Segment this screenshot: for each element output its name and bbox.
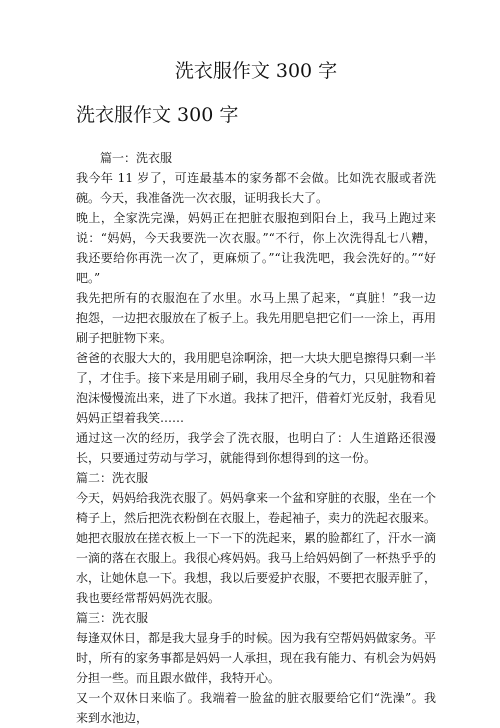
section-1-paragraph-5: 通过这一次的经历，我学会了洗衣服，也明白了：人生道路还很漫长，只要通过劳动与学习，就能得到你想得到的这一份。 [76, 431, 436, 465]
section-3-heading: 篇三：洗衣服 [76, 611, 149, 625]
section-1-paragraph-3: 我先把所有的衣服泡在了水里。水马上黑了起来，“真脏！”我一边抱怨，一边把衣服放在了板子上。我先用肥皂把它们一一涂上，再用刷子把脏物下来。 [76, 291, 437, 345]
page-title: 洗衣服作文 300 字 [174, 60, 338, 82]
section-2-heading: 篇二：洗衣服 [76, 471, 149, 485]
section-1-paragraph-4: 爸爸的衣服大大的，我用肥皂涂啊涂，把一大块大肥皂擦得只剩一半了，才住手。接下来是用刷子刷，我用尽全身的气力，只见脏物和着泡沫慢慢流出来，进了下水道。我抹了把汗，借着灯光反射，我看见妈妈正望着我笑…… [76, 351, 437, 425]
section-1-heading: 篇一：洗衣服 [100, 151, 173, 165]
section-3-paragraph-1: 每逢双休日，都是我大显身手的时候。因为我有空帮妈妈做家务。平时，所有的家务事都是妈妈一人承担，现在我有能力、有机会为妈妈分担一些。而且跟水做伴，我特开心。 [76, 631, 437, 685]
section-1-paragraph-1: 我今年 11 岁了，可连最基本的家务都不会做。比如洗衣服或者洗碗。今天，我准备洗一次衣服，证明我长大了。 [76, 171, 436, 205]
section-1-paragraph-2: 晚上，全家洗完澡，妈妈正在把脏衣服抱到阳台上，我马上跑过来说：“妈妈，今天我要洗一次衣服。”“不行，你上次洗得乱七八糟，我还要给你再洗一次了，更麻烦了。”“让我洗吧，我会洗好的。”“好吧。” [76, 211, 436, 285]
section-3-paragraph-2: 又一个双休日来临了。我端着一脸盆的脏衣服要给它们“洗澡”。我来到水池边， [76, 691, 436, 725]
section-2-paragraph-1: 今天，妈妈给我洗衣服了。妈妈拿来一个盆和穿脏的衣服，坐在一个椅子上，然后把洗衣粉倒在衣服上，卷起袖子，卖力的洗起衣服来。她把衣服放在搓衣板上一下一下的洗起来，累的脸都红了，汗水一滴一滴的落在衣服上。我很心疼妈妈。我马上给妈妈倒了一杯热乎乎的水，让她休息一下。我想，我以后要爱护衣服，不要把衣服弄脏了，我也要经常帮妈妈洗衣服。 [76, 491, 437, 605]
document-title: 洗衣服作文 300 字 [76, 104, 239, 126]
